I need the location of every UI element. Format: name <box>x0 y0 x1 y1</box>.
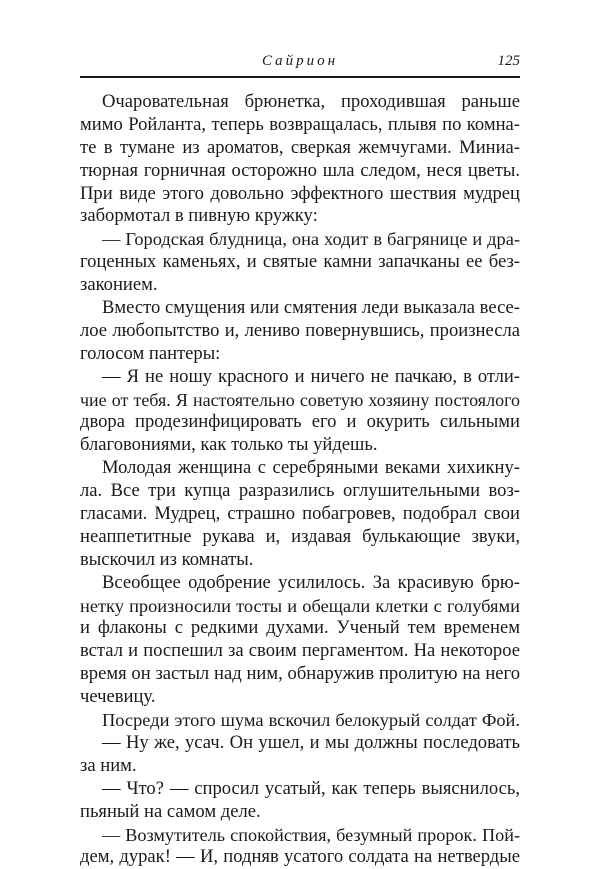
text-line: Посреди этого шума вскочил белокурый солдат Фой. <box>102 710 520 731</box>
text-line: нетку произносили тосты и обещали клетки с голубями <box>80 595 520 616</box>
text-line: пьяный на самом деле. <box>80 800 261 822</box>
text-line: за ним. <box>80 754 137 776</box>
text-line: При виде этого довольно эффектного шествия мудрец <box>80 182 520 204</box>
text-line: — Я не ношу красного и ничего не пачкаю, в отли- <box>102 365 520 387</box>
text-line: Вместо смущения или смятения леди выказала весе- <box>102 297 520 319</box>
text-line: встал и поспешил за своим пергаментом. На некоторое <box>80 640 520 662</box>
page-number: 125 <box>497 53 520 69</box>
text-line: Очаровательная брюнетка, проходившая раньше <box>102 91 520 112</box>
text-line: законием. <box>80 274 158 296</box>
text-line: — Что? — спросил усатый, как теперь выяснилось, <box>102 777 520 799</box>
text-line: мимо Ройланта, теперь возвращалась, плывя по комна- <box>80 113 520 135</box>
text-line: — Ну же, усач. Он ушел, и мы должны последовать <box>102 731 520 753</box>
text-line: Молодая женщина с серебряными веками хихикну- <box>102 457 520 479</box>
text-line: те в тумане из ароматов, сверкая жемчугами. Миниа- <box>80 136 520 158</box>
text-line: время он застыл над ним, обнаружив пролитую на него <box>80 663 520 685</box>
text-line: гоценных каменьях, и святые камни запачканы ее без- <box>80 251 520 273</box>
text-line: чие от тебя. Я настоятельно советую хозяину постоялого <box>80 389 520 410</box>
text-line: благовониями, как только ты уйдешь. <box>80 434 378 456</box>
text-line: тюрная горничная осторожно шла следом, неся цветы. <box>80 159 520 181</box>
body-text <box>80 91 520 869</box>
text-line: — Возмутитель спокойствия, безумный пророк. Пой- <box>102 824 520 845</box>
text-line: чечевицу. <box>80 686 156 708</box>
text-line: дем, дурак! — И, подняв усатого солдата на нетвердые <box>80 846 520 868</box>
text-line: выскочил из комнаты. <box>80 548 254 570</box>
text-line: — Городская блудница, она ходит в багрянице и дра- <box>102 229 520 250</box>
running-head <box>80 53 520 77</box>
text-line: Всеобщее одобрение усилилось. За красивую брю- <box>102 571 520 593</box>
text-line: лое любопытство и, лениво повернувшись, произнесла <box>80 319 520 341</box>
text-line: забормотал в пивную кружку: <box>80 205 318 227</box>
text-line: и флаконы с редкими духами. Ученый тем временем <box>80 617 520 639</box>
header-rule <box>80 76 520 78</box>
text-line: двора продезинфицировать его и окурить сильными <box>80 411 520 433</box>
text-line: гласами. Мудрец, страшно побагровев, подобрал свои <box>80 503 520 525</box>
text-line: ла. Все три купца разразились оглушительными воз- <box>80 480 520 502</box>
text-line: голосом пантеры: <box>80 342 221 364</box>
text-line: неаппетитные рукава и, издавая булькающие звуки, <box>80 525 520 547</box>
running-title: Сайрион <box>261 53 339 69</box>
